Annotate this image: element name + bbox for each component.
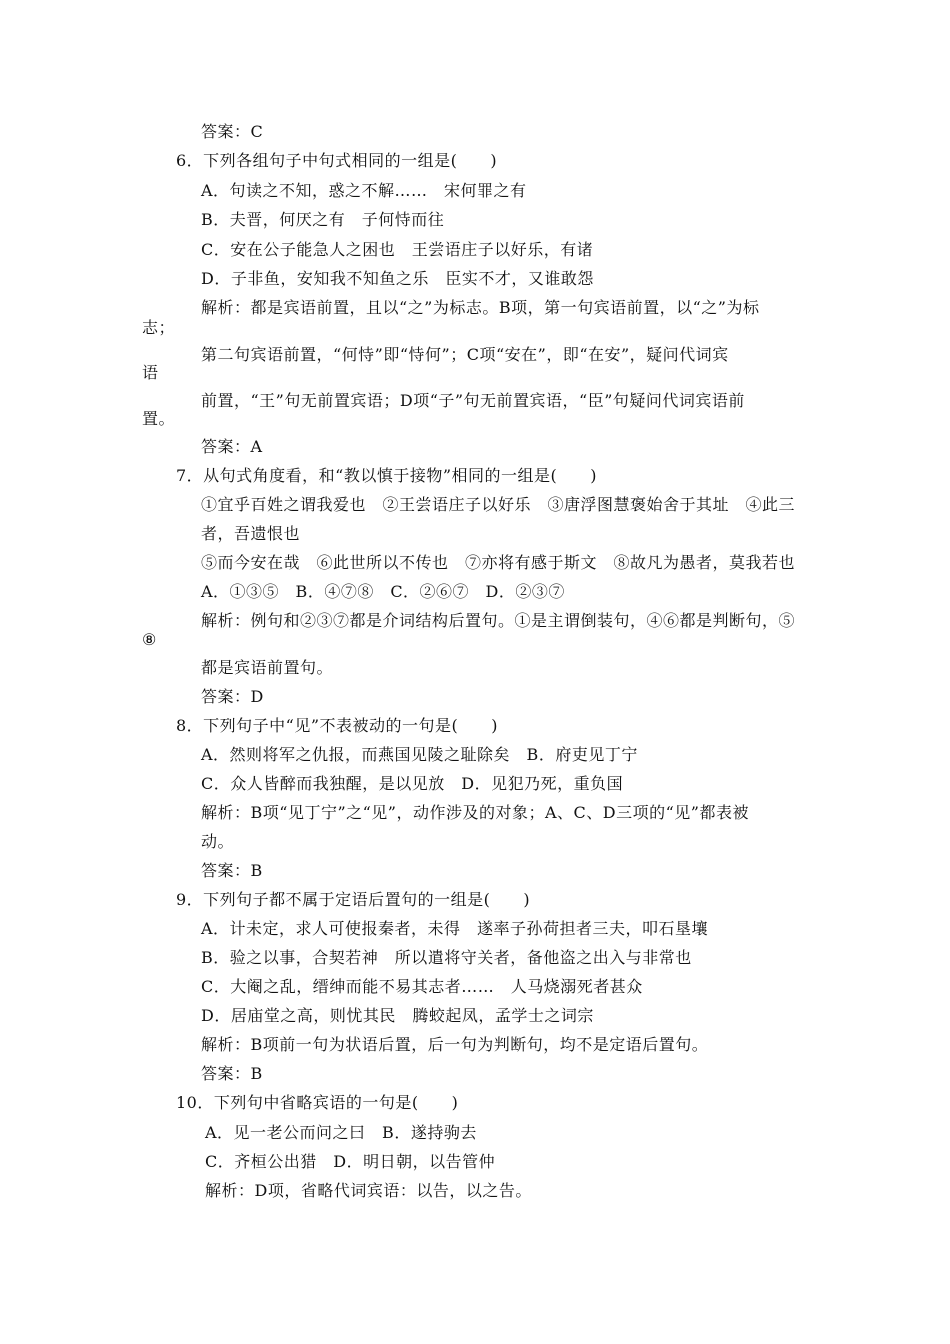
option-line: A．①③⑤ B．④⑦⑧ C．②⑥⑦ D．②③⑦ <box>201 582 565 601</box>
question-7: 7．从句式角度看，和“教以慎于接物”相同的一组是( ) <box>176 466 598 485</box>
wrapped-fragment: 志； <box>142 318 176 337</box>
option-line: 者，吾遗恨也 <box>201 524 301 543</box>
answer-line: 答案：C <box>201 122 264 141</box>
option-line: A．计未定，求人可使报秦者，未得 遂率子孙荷担者三夫，叩石垦壤 <box>201 919 709 938</box>
option-line: D．子非鱼，安知我不知鱼之乐 臣实不才，又谁敢怨 <box>201 269 594 288</box>
option-line: A．见一老公而问之曰 B．遂持驹去 <box>205 1123 477 1142</box>
analysis-line: 都是宾语前置句。 <box>201 658 334 677</box>
answer-line: 答案：B <box>201 861 263 880</box>
analysis-line: 解析：D项，省略代词宾语：以告，以之告。 <box>205 1181 532 1200</box>
answer-line: 答案：A <box>201 437 263 456</box>
answer-line: 答案：D <box>201 687 264 706</box>
option-line: B．验之以事，合契若神 所以遣将守关者，备他盗之出入与非常也 <box>201 948 692 967</box>
analysis-line: 解析：都是宾语前置，且以“之”为标志。B项，第一句宾语前置，以“之”为标 <box>201 298 760 317</box>
wrapped-fragment: 语 <box>142 363 159 382</box>
option-line: C．大阉之乱，缙绅而能不易其志者…… 人马烧溺死者甚众 <box>201 977 643 996</box>
question-6: 6．下列各组句子中句式相同的一组是( ) <box>176 151 498 170</box>
option-line: C．安在公子能急人之困也 王尝语庄子以好乐，有诸 <box>201 240 594 259</box>
analysis-line: 动。 <box>201 832 235 851</box>
analysis-line: 解析：例句和②③⑦都是介词结构后置句。①是主谓倒装句，④⑥都是判断句，⑤ <box>201 611 796 630</box>
option-line: A．句读之不知，惑之不解…… 宋何罪之有 <box>201 181 527 200</box>
analysis-line: 解析：B项“见丁宁”之“见”，动作涉及的对象；A、C、D三项的“见”都表被 <box>201 803 749 822</box>
option-line: D．居庙堂之高，则忧其民 腾蛟起凤，孟学士之词宗 <box>201 1006 594 1025</box>
question-9: 9．下列句子都不属于定语后置句的一组是( ) <box>176 890 531 909</box>
option-line: ⑤而今安在哉 ⑥此世所以不传也 ⑦亦将有感于斯文 ⑧故凡为愚者，莫我若也 <box>201 553 796 572</box>
analysis-line: 前置，“王”句无前置宾语；D项“子”句无前置宾语，“臣”句疑问代词宾语前 <box>201 391 745 410</box>
option-line: C．众人皆醉而我独醒，是以见放 D．见犯乃死，重负国 <box>201 774 624 793</box>
analysis-line: 解析：B项前一句为状语后置，后一句为判断句，均不是定语后置句。 <box>201 1035 709 1054</box>
wrapped-fragment: ⑧ <box>142 630 157 649</box>
option-line: C．齐桓公出猎 D．明日朝，以告管仲 <box>205 1152 496 1171</box>
wrapped-fragment: 置。 <box>142 409 176 428</box>
option-line: ①宜乎百姓之谓我爱也 ②王尝语庄子以好乐 ③唐浮图慧褒始舍于其址 ④此三 <box>201 495 796 514</box>
analysis-line: 第二句宾语前置，“何恃”即“恃何”；C项“安在”，即“在安”，疑问代词宾 <box>201 345 729 364</box>
question-8: 8．下列句子中“见”不表被动的一句是( ) <box>176 716 499 735</box>
answer-line: 答案：B <box>201 1064 263 1083</box>
question-10: 10．下列句中省略宾语的一句是( ) <box>176 1093 459 1112</box>
option-line: A．然则将军之仇报，而燕国见陵之耻除矣 B．府吏见丁宁 <box>201 745 638 764</box>
option-line: B．夫晋，何厌之有 子何恃而往 <box>201 210 445 229</box>
